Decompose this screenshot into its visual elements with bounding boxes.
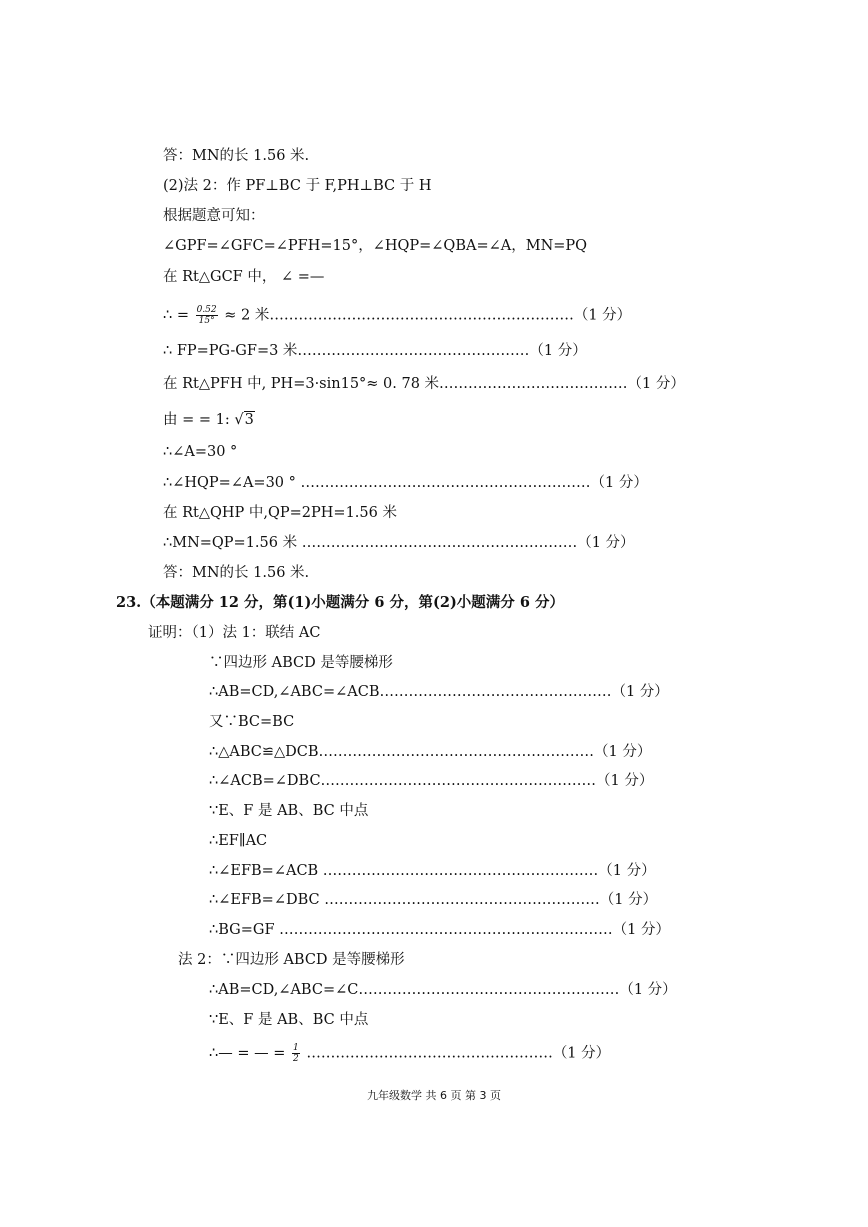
ratio-prefix: 由 = = 1:	[163, 412, 230, 428]
fraction-052-15	[196, 305, 218, 326]
proof-step-8: ∴∠EFB=∠ACB …………………………………………………（1 分）	[209, 863, 656, 879]
proof-step-9: ∴∠EFB=∠DBC …………………………………………………（1 分）	[209, 892, 658, 908]
gf-calc-prefix: ∴ =	[163, 307, 189, 324]
half-numerator: 1	[292, 1043, 299, 1053]
proof-step-2: ∴AB=CD,∠ABC=∠ACB…………………………………………（1 分）	[209, 684, 669, 700]
proof-step-3: 又∵BC=BC	[209, 714, 295, 730]
half-ratio-prefix: ∴— = — =	[209, 1045, 286, 1062]
proof-step-5: ∴∠ACB=∠DBC…………………………………………………（1 分）	[209, 773, 654, 789]
proof-m2-step-1: ∴AB=CD,∠ABC=∠C………………………………………………（1 分）	[209, 982, 677, 998]
angle-relations: ∠GPF=∠GFC=∠PFH=15°，∠HQP=∠QBA=∠A，MN=PQ	[163, 238, 588, 254]
fraction-denominator: 15°	[198, 316, 215, 326]
method2-heading: (2)法 2：作 PF⊥BC 于 F,PH⊥BC 于 H	[163, 178, 432, 194]
mn-line: ∴MN=QP=1.56 米 …………………………………………………（1 分）	[163, 535, 635, 551]
proof-step-1: ∵四边形 ABCD 是等腰梯形	[209, 655, 393, 671]
fraction-numerator: 0.52	[196, 305, 217, 315]
gf-calc-line	[163, 305, 631, 326]
proof-m2-step-3	[209, 1043, 610, 1064]
proof-method1-heading: 证明：（1）法 1：联结 AC	[148, 625, 321, 641]
triangle-qhp-line: 在 Rt△QHP 中,QP=2PH=1.56 米	[163, 505, 397, 521]
sqrt-3: √3	[234, 412, 254, 428]
page-footer: 九年级数学 共 6 页 第 3 页	[367, 1089, 501, 1102]
ratio-line	[163, 411, 255, 429]
sqrt-radicand: 3	[244, 412, 254, 428]
angle-a-line: ∴∠A=30 °	[163, 444, 238, 460]
given-text: 根据题意可知：	[163, 208, 265, 224]
proof-m2-step-2: ∵E、F 是 AB、BC 中点	[209, 1012, 369, 1028]
triangle-gcf-line: 在 Rt△GCF 中， ∠ =—	[163, 269, 325, 285]
proof-step-6: ∵E、F 是 AB、BC 中点	[209, 803, 369, 819]
proof-step-10: ∴BG=GF ……………………………………………………………（1 分）	[209, 922, 670, 938]
angle-hqp-line: ∴∠HQP=∠A=30 ° ……………………………………………………（1 分）	[163, 475, 648, 491]
fraction-one-half	[292, 1043, 300, 1064]
answer-line-2: 答：MN的长 1.56 米.	[163, 565, 310, 581]
half-ratio-suffix: ……………………………………………（1 分）	[306, 1045, 611, 1062]
proof-step-7: ∴EF∥AC	[209, 833, 268, 849]
proof-method2-heading: 法 2：∵四边形 ABCD 是等腰梯形	[178, 952, 405, 968]
triangle-pfh-line: 在 Rt△PFH 中, PH=3·sin15°≈ 0. 78 米…………………………………（1 分）	[163, 376, 685, 392]
fp-line: ∴ FP=PG-GF=3 米…………………………………………（1 分）	[163, 343, 587, 359]
question-23-heading: 23.（本题满分 12 分，第(1)小题满分 6 分，第(2)小题满分 6 分）	[116, 594, 564, 611]
answer-line-1: 答：MN的长 1.56 米.	[163, 148, 310, 164]
gf-calc-suffix: ≈ 2 米………………………………………………………（1 分）	[224, 307, 632, 324]
proof-step-4: ∴△ABC≌△DCB…………………………………………………（1 分）	[209, 744, 652, 760]
half-denominator: 2	[292, 1054, 299, 1064]
